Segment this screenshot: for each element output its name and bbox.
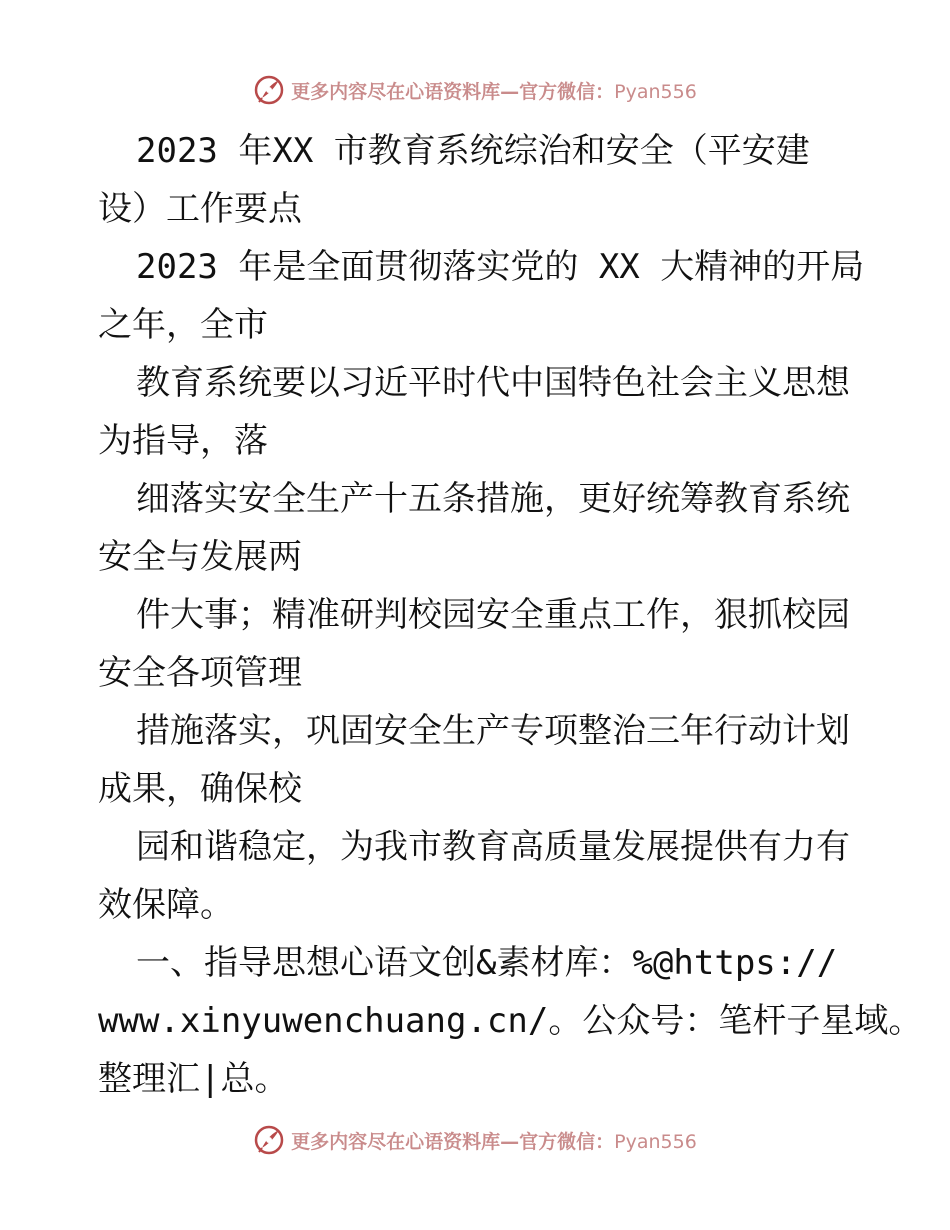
wechat-id: Pyan556 <box>614 80 697 103</box>
document-line: 整理汇|总。 <box>98 1059 289 1099</box>
document-line: 安全各项管理 <box>98 653 302 693</box>
document-line: 件大事；精准研判校园安全重点工作，狠抓校园 <box>136 595 850 635</box>
document-line: 措施落实，巩固安全生产专项整治三年行动计划 <box>136 711 850 751</box>
document-line: 细落实安全生产十五条措施，更好统筹教育系统 <box>136 479 850 519</box>
feather-pen-circle-icon <box>253 1124 285 1156</box>
document-line: 一、指导思想心语文创&素材库：%@https:// <box>136 943 838 983</box>
header-banner-text: 更多内容尽在心语资料库—官方微信：Pyan556 <box>291 80 697 103</box>
footer-banner-text: 更多内容尽在心语资料库—官方微信：Pyan556 <box>291 1130 697 1153</box>
header-banner <box>0 72 950 108</box>
feather-pen-circle-icon <box>253 74 285 106</box>
footer-banner-inner <box>253 1124 697 1156</box>
header-banner-inner <box>253 74 697 106</box>
footer-banner <box>0 1122 950 1158</box>
document-line: 成果，确保校 <box>98 769 302 809</box>
document-line: 教育系统要以习近平时代中国特色社会主义思想 <box>136 363 850 403</box>
wechat-id: Pyan556 <box>614 1130 697 1153</box>
document-line: 园和谐稳定，为我市教育高质量发展提供有力有 <box>136 827 850 867</box>
document-line: 2023 年XX 市教育系统综治和安全（平安建 <box>136 131 810 171</box>
document-line: 效保障。 <box>98 885 234 925</box>
document-line: www.xinyuwenchuang.cn/。公众号：笔杆子星域。 <box>98 1001 923 1041</box>
document-line: 设）工作要点 <box>98 189 302 229</box>
document-line: 为指导，落 <box>98 421 268 461</box>
document-line: 安全与发展两 <box>98 537 302 577</box>
document-line: 之年，全市 <box>98 305 268 345</box>
document-line: 2023 年是全面贯彻落实党的 XX 大精神的开局 <box>136 247 865 287</box>
document-body <box>98 122 923 1108</box>
